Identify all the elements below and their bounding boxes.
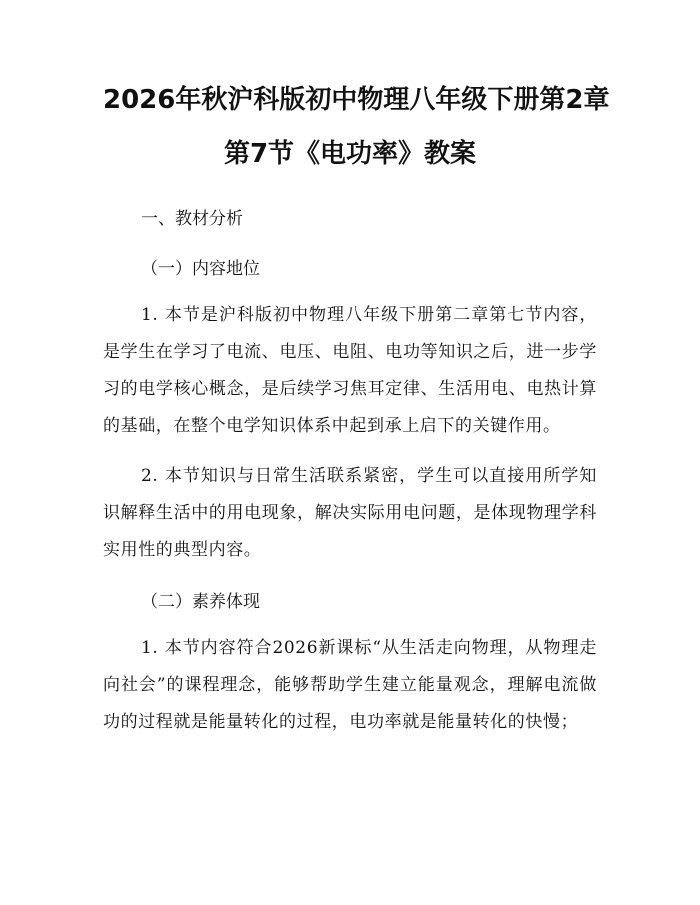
document-title-line-1: 2026年秋沪科版初中物理八年级下册第2章 xyxy=(103,85,610,115)
paragraph-content-position-2: 2. 本节知识与日常生活联系紧密，学生可以直接用所学知识解释生活中的用电现象，解决实际用电问题，是体现物理学科实用性的典型内容。 xyxy=(103,466,597,560)
subsection-heading-literacy: （二）素养体现 xyxy=(141,592,260,612)
paragraph-content-position-1: 1. 本节是沪科版初中物理八年级下册第二章第七节内容，是学生在学习了电流、电压、电阻、电功等知识之后，进一步学习的电学核心概念，是后续学习焦耳定律、生活用电、电热计算的基础，在整个电学知识体系中起到承上启下的关键作用。 xyxy=(103,305,597,436)
section-heading-textbook-analysis: 一、教材分析 xyxy=(141,209,243,229)
document-title-line-2: 第7节《电功率》教案 xyxy=(223,139,477,169)
paragraph-literacy-1: 1. 本节内容符合2026新课标“从生活走向物理，从物理走向社会”的课程理念，能够帮助学生建立能量观念，理解电流做功的过程就是能量转化的过程，电功率就是能量转化的快慢； xyxy=(103,638,597,732)
subsection-heading-content-position: （一）内容地位 xyxy=(141,259,260,279)
